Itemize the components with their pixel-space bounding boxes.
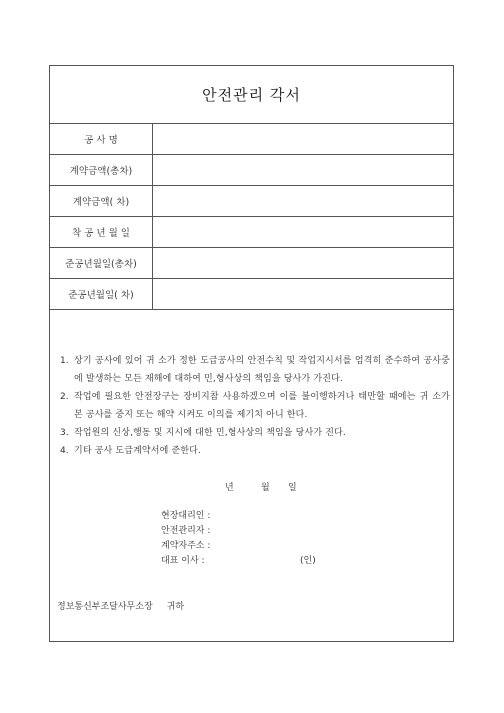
table-row	[50, 186, 453, 217]
signatory-line	[161, 524, 361, 539]
clause-item	[60, 352, 450, 388]
seal-mark: (인)	[300, 556, 316, 566]
table-row	[50, 124, 453, 155]
clause-list	[60, 352, 450, 460]
clause-text: 상기 공사에 있어 귀 소가 정한 도급공사의 안전수칙 및 작업지시서를 엄격히 준수하여 공사중에 발생하는 모든 재해에 대하여 민,형사상의 책임을 당사가 가진다.	[74, 356, 450, 384]
document-frame	[49, 65, 454, 642]
field-value-project-name[interactable]	[153, 124, 454, 155]
recipient-line	[57, 599, 184, 612]
table-row	[50, 217, 453, 248]
field-label-completion-date-phase: 준공년월일( 차)	[50, 279, 153, 310]
date-line	[50, 480, 453, 494]
signatory-label-site-agent: 현장대리인 :	[161, 511, 211, 521]
field-value-completion-date-total[interactable]	[153, 248, 454, 279]
field-value-completion-date-phase[interactable]	[153, 279, 454, 310]
field-value-start-date[interactable]	[153, 217, 454, 248]
recipient-suffix: 귀하	[166, 602, 185, 612]
clause-number: 4.	[60, 446, 69, 456]
field-label-project-name: 공 사 명	[50, 124, 153, 155]
date-year-label: 년	[225, 483, 234, 493]
clause-item	[60, 424, 450, 442]
table-row	[50, 248, 453, 279]
field-label-start-date: 착 공 년 월 일	[50, 217, 153, 248]
date-month-label: 월	[261, 483, 270, 493]
clause-number: 1.	[60, 356, 69, 366]
field-value-contract-amount-total[interactable]	[153, 155, 454, 186]
signatory-label-safety-manager: 안전관리자 :	[161, 526, 211, 536]
clause-item	[60, 442, 450, 460]
recipient-name: 정보통신부조달사무소장	[57, 602, 153, 612]
table-row	[50, 279, 453, 310]
field-label-contract-amount-total: 계약금액(총차)	[50, 155, 153, 186]
field-label-completion-date-total: 준공년월일(총차)	[50, 248, 153, 279]
signatory-label-contractor-address: 계약자주소 :	[161, 541, 211, 551]
clause-text: 기타 공사 도급계약서에 준한다.	[74, 446, 202, 456]
contract-info-table	[50, 123, 453, 310]
clause-number: 2.	[60, 392, 69, 402]
clause-text: 작업에 필요한 안전장구는 장비지참 사용하겠으며 이를 불이행하거나 태만할 때에는 귀 소가 본 공사를 중지 또는 해약 시켜도 이의를 제기치 아니 한다.	[74, 392, 450, 420]
table-row	[50, 155, 453, 186]
clause-number: 3.	[60, 428, 69, 438]
signatory-line	[161, 509, 361, 524]
signature-block	[161, 509, 361, 569]
document-title: 안전관리 각서	[202, 86, 301, 104]
date-day-label: 일	[288, 483, 297, 493]
signatory-line	[161, 554, 361, 569]
clause-item	[60, 388, 450, 424]
field-label-contract-amount-phase: 계약금액( 차)	[50, 186, 153, 217]
signatory-label-ceo: 대표 이사 :	[161, 556, 205, 566]
clause-text: 작업원의 신상,행동 및 지시에 대한 민,형사상의 책임을 당사가 진다.	[74, 428, 346, 438]
signatory-line	[161, 539, 361, 554]
field-value-contract-amount-phase[interactable]	[153, 186, 454, 217]
